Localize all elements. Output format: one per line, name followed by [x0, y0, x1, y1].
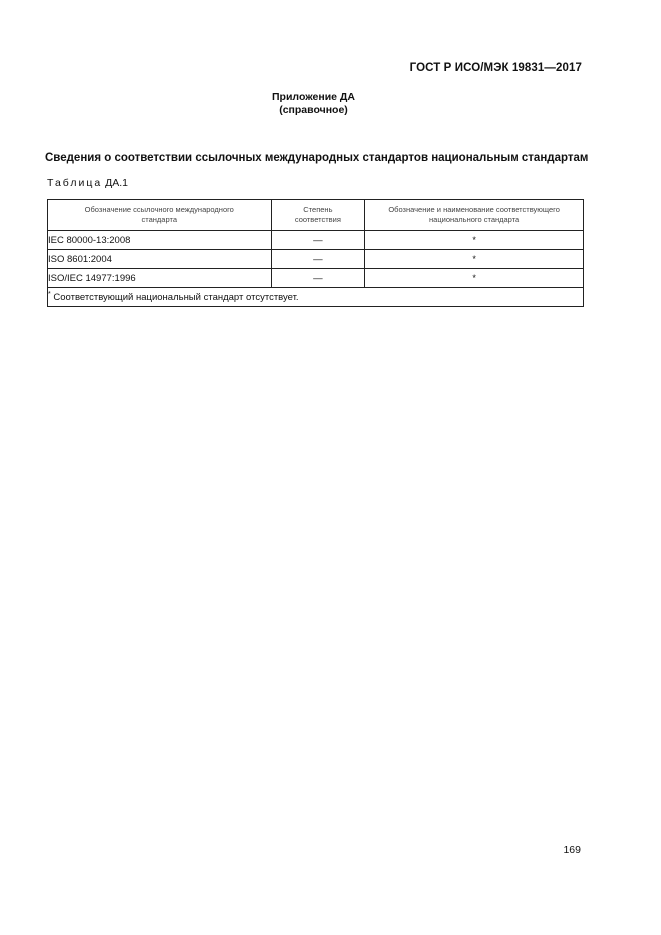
cell-national: * [365, 269, 584, 288]
table-caption-word: Таблица [47, 177, 103, 189]
header-degree-of-conformity: Степень соответствия [271, 200, 365, 231]
table-header-row [48, 200, 584, 231]
table-caption-id: ДА.1 [105, 177, 128, 189]
cell-degree: — [271, 250, 365, 269]
page-number: 169 [563, 844, 581, 856]
cell-national: * [365, 231, 584, 250]
table-footnote-row [48, 288, 584, 307]
cell-degree: — [271, 269, 365, 288]
cell-standard: ISO 8601:2004 [48, 250, 272, 269]
table-caption [47, 177, 128, 189]
table-row [48, 250, 584, 269]
table-row [48, 269, 584, 288]
annex-status: (справочное) [279, 104, 348, 116]
table-row [48, 231, 584, 250]
footnote-mark: * [48, 290, 51, 298]
annex-heading [0, 91, 627, 117]
correspondence-table [47, 199, 584, 307]
document-code: ГОСТ Р ИСО/МЭК 19831—2017 [409, 62, 582, 74]
annex-title: Приложение ДА [272, 91, 355, 103]
section-title: Сведения о соответствии ссылочных международных стандартов национальным стандартам [45, 152, 589, 164]
header-international-standard: Обозначение ссылочного международного стандарта [48, 200, 272, 231]
table-footnote [48, 288, 584, 307]
cell-standard: ISO/IEC 14977:1996 [48, 269, 272, 288]
cell-national: * [365, 250, 584, 269]
footnote-text: Соответствующий национальный стандарт отсутствует. [53, 291, 299, 303]
header-national-standard: Обозначение и наименование соответствующего национального стандарта [365, 200, 584, 231]
cell-degree: — [271, 231, 365, 250]
cell-standard: IEC 80000-13:2008 [48, 231, 272, 250]
